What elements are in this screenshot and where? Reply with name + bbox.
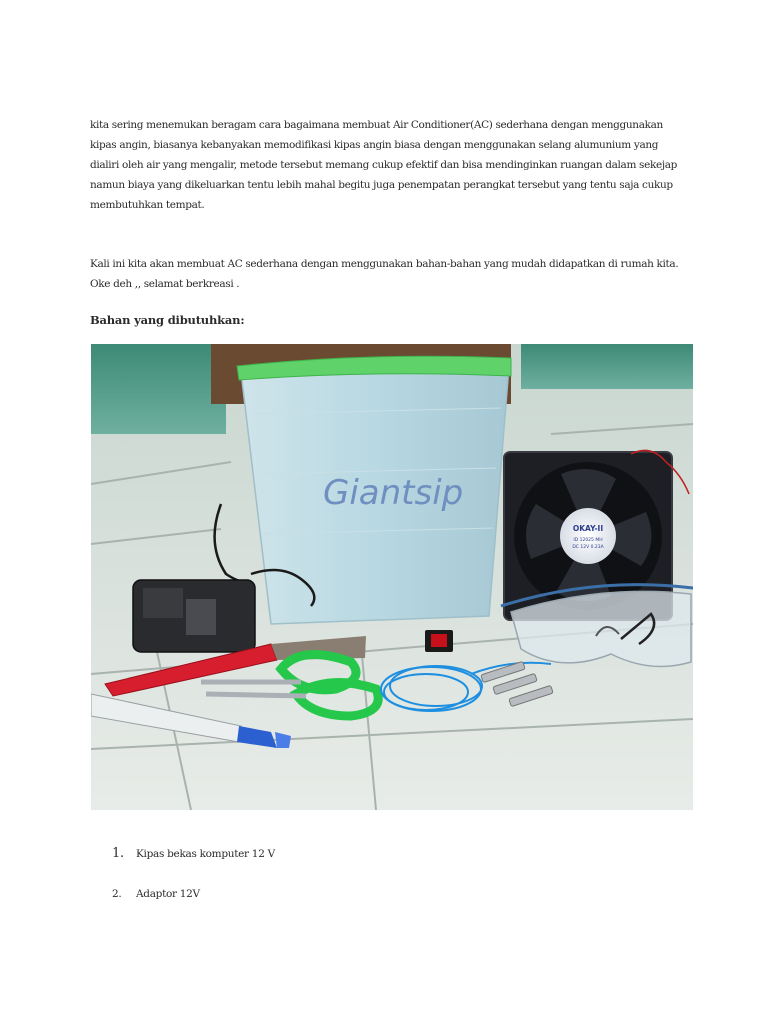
intro-line: namun biaya yang dikeluarkan tentu lebih mahal begitu juga penempatan perangkat tersebut yang tentu saja cukup — [90, 179, 673, 191]
intro-line: kipas angin, biasanya kebanyakan memodifikasi kipas angin biasa dengan menggunakan selang alumunium yang — [90, 139, 659, 151]
intro-paragraph — [90, 115, 690, 215]
list-number: 2. — [112, 888, 122, 900]
materials-photo — [91, 344, 693, 810]
list-number: 1. — [112, 846, 124, 861]
fan-brand-label: OKAY-II — [572, 524, 604, 533]
intro-line: dialiri oleh air yang mengalir, metode tersebut memang cukup efektif dan bisa mendinginkan ruangan dalam sekejap — [90, 159, 678, 171]
wall-left — [91, 344, 226, 434]
materials-heading: Bahan yang dibutuhkan: — [90, 313, 245, 327]
fan-spec-label: DC 12V 0.23A — [572, 545, 604, 550]
intro2-paragraph — [90, 254, 690, 294]
box-label: Giantsip — [323, 473, 464, 513]
intro2-line: Oke deh ,, selamat berkreasi . — [90, 278, 240, 290]
intro-line: kita sering menemukan beragam cara bagaimana membuat Air Conditioner(AC) sederhana dengan menggunakan — [90, 119, 663, 131]
list-item-text: Kipas bekas komputer 12 V — [136, 848, 275, 860]
fan-spec-label: ID 12025 MH — [573, 538, 603, 543]
wall-right — [521, 344, 693, 389]
plastic-container — [237, 356, 511, 624]
rocker-switch — [425, 630, 453, 652]
safety-glasses — [501, 585, 693, 667]
intro-line: membutuhkan tempat. — [90, 199, 205, 211]
intro2-line: Kali ini kita akan membuat AC sederhana dengan menggunakan bahan-bahan yang mudah didapatkan di rumah kita. — [90, 258, 679, 270]
list-item-text: Adaptor 12V — [136, 888, 200, 900]
